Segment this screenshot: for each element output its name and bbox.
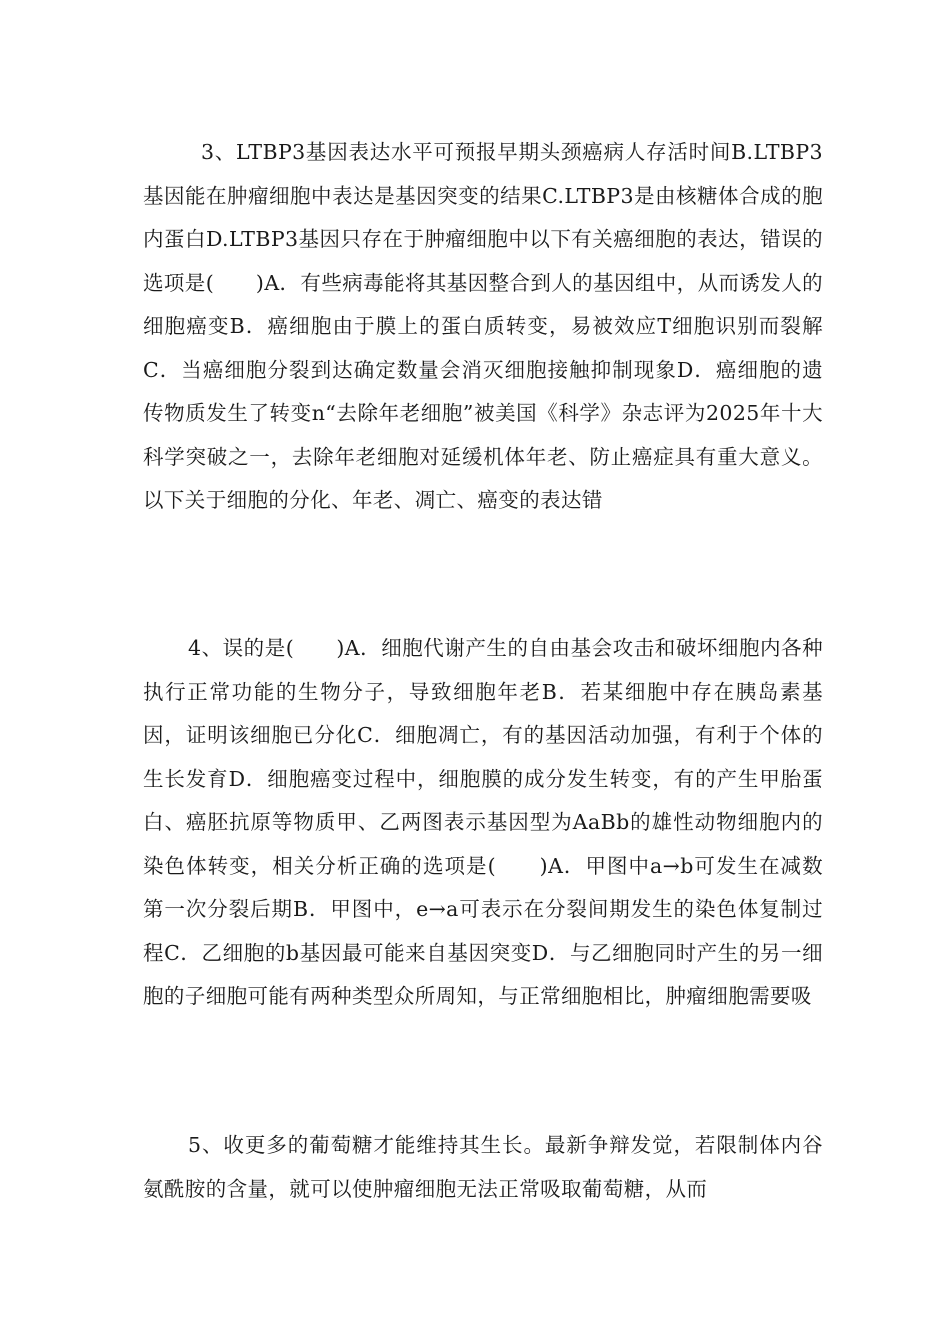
question-5-paragraph: 5、收更多的葡萄糖才能维持其生长。最新争辩发觉，若限制体内谷氨酰胺的含量，就可以使肿瘤细胞无法正常吸取葡萄糖，从而	[143, 1133, 823, 1201]
question-3-paragraph: 3、LTBP3基因表达水平可预报早期头颈癌病人存活时间B.LTBP3基因能在肿瘤细胞中表达是基因突变的结果C.LTBP3是由核糖体合成的胞内蛋白D.LTBP3基因只存在于肿瘤细胞中以下有关癌细胞的表达，错误的选项是( )A．有些病毒能将其基因整合到人的基因组中，从而诱发人的细胞癌变B．癌细胞由于膜上的蛋白质转变，易被效应T细胞识别而裂解C．当癌细胞分裂到达确定数量会消灭细胞接触抑制现象D．癌细胞的遗传物质发生了转变n“去除年老细胞”被美国《科学》杂志评为2025年十大科学突破之一，去除年老细胞对延缓机体年老、防止癌症具有重大意义。以下关于细胞的分化、年老、凋亡、癌变的表达错	[143, 140, 823, 512]
question-4-paragraph: 4、误的是( )A．细胞代谢产生的自由基会攻击和破坏细胞内各种执行正常功能的生物分子，导致细胞年老B．若某细胞中存在胰岛素基因，证明该细胞已分化C．细胞凋亡，有的基因活动加强，有利于个体的生长发育D．细胞癌变过程中，细胞膜的成分发生转变，有的产生甲胎蛋白、癌胚抗原等物质甲、乙两图表示基因型为AaBb的雄性动物细胞内的染色体转变，相关分析正确的选项是( )A．甲图中a→b可发生在减数第一次分裂后期B．甲图中，e→a可表示在分裂间期发生的染色体复制过程C．乙细胞的b基因最可能来自基因突变D．与乙细胞同时产生的另一细胞的子细胞可能有两种类型众所周知，与正常细胞相比，肿瘤细胞需要吸	[143, 636, 823, 1008]
